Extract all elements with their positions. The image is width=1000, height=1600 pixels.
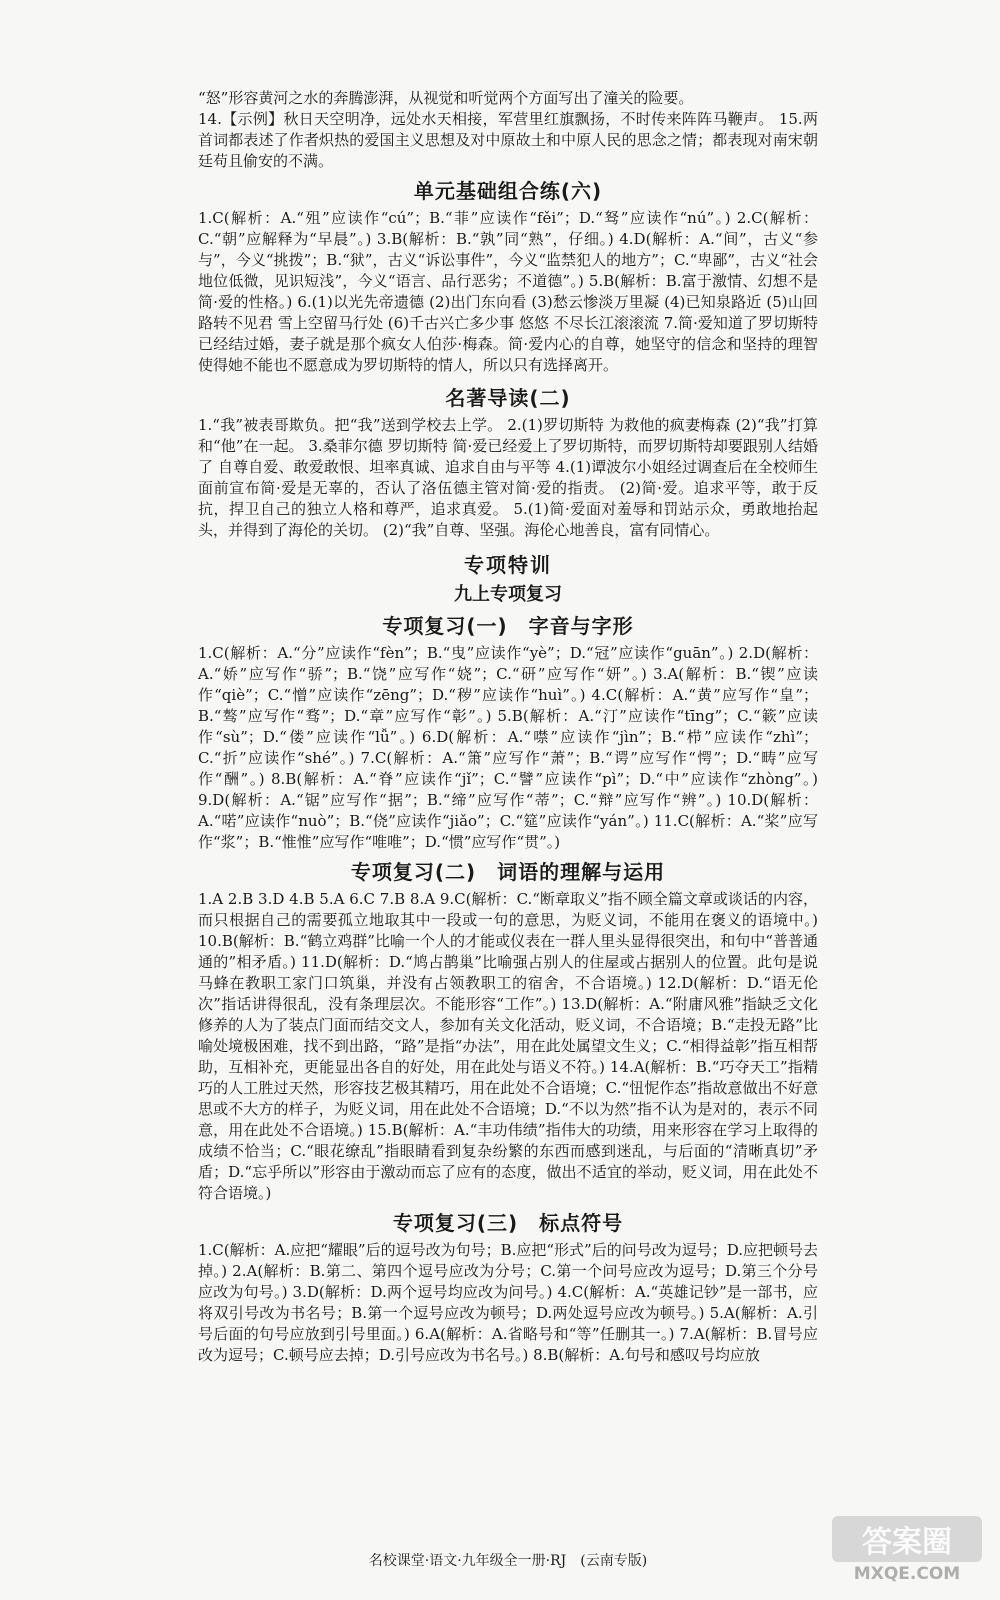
unit6-title: 单元基础组合练(六) bbox=[413, 179, 603, 203]
review2-answers: 1.A 2.B 3.D 4.B 5.A 6.C 7.B 8.A 9.C(解析：C.“断章取义”指不顾全篇文章或谈话的内容，而只根据自己的需要孤立地取其中一段或一句的意思，为贬义词，不能用在褒义的语境中。) 10.B(解析：B.“鹤立鸡群”比喻一个人的才能或仪表在一群人里头显得很突出，和句中“普普通通的”相矛盾。) 11.D(解析：D.“鸠占鹊巢”比喻强占别人的住屋或占据别人的位置。此句是说马蜂在教职工家门口筑巢，并没有占领教职工的宿舍，不合语境。) 12.D(解析：D.“语无伦次”指话讲得很乱，没有条理层次。不能形容“工作”。) 13.D(解析：A.“附庸风雅”指缺乏文化修养的人为了装点门面而结交文人，参加有关文化活动，贬义词，不合语境；B.“走投无路”比喻处境极困难，找不到出路，“路”是指“办法”，用在此处属望文生义；C.“相得益彰”指互相帮助，互相补充，更能显出各自的好处，用在此处与语义不符。) 14.A(解析：B.“巧夺天工”指精巧的人工胜过天然，形容技艺极其精巧，用在此处不合语境；C.“忸怩作态”指故意做出不好意思或不大方的样子，为贬义词，用在此处不合语境；D.“不以为然”指不认为是对的，表示不同意，用在此处不合语境。) 15.B(解析：A.“丰功伟绩”指伟大的功绩，用来形容在学习上取得的成绩不恰当；C.“眼花缭乱”指眼睛看到复杂纷繁的东西而感到迷乱，与后面的“清晰真切”矛盾；D.“忘乎所以”形容由于激动而忘了应有的态度，做出不适宜的举动，贬义词，用在此处不符合语境。) bbox=[198, 890, 818, 1202]
special-subtitle: 九上专项复习 bbox=[454, 584, 562, 605]
review1-answers: 1.C(解析：A.“分”应读作“fèn”；B.“曳”应读作“yè”；D.“冠”应读作“guān”。) 2.D(解析：A.“娇”应写作“骄”；B.“饶”应写作“娆”；C.“研”应写作“妍”。) 3.A(解析：B.“锲”应读作“qiè”；C.“憎”应读作“zēng”；D.“秽”应读作“huì”。) 4.C(解析：A.“黄”应写作“皇”；B.“骜”应写作“骛”；D.“章”应写作“彰”。) 5.B(解析：A.“汀”应读作“tīng”；C.“簌”应读作“sù”；D.“偻”应读作“lǚ”。) 6.D(解析：A.“噤”应读作“jìn”；B.“栉”应读作“zhì”；C.“折”应读作“shé”。) 7.C(解析：A.“箫”应写作“萧”；B.“谔”应写作“愕”；D.“畴”应写作“酬”。) 8.B(解析：A.“脊”应读作“jǐ”；C.“譬”应读作“pì”；D.“中”应读作“zhòng”。) 9.D(解析：A.“锯”应写作“据”；B.“缔”应写作“蒂”；C.“辩”应写作“辨”。) 10.D(解析：A.“喏”应读作“nuò”；B.“侥”应读作“jiǎo”；C.“筵”应读作“yán”。) 11.C(解析：A.“桨”应写作“浆”；B.“惟惟”应写作“唯唯”；D.“惯”应写作“贯”。) bbox=[198, 644, 818, 851]
answer-page bbox=[198, 88, 818, 1366]
reading2-answers: 1.“我”被表哥欺负。把“我”送到学校去上学。 2.(1)罗切斯特 为救他的疯妻梅森 (2)“我”打算和“他”在一起。 3.桑菲尔德 罗切斯特 简·爱已经爱上了罗切斯特，而罗切斯特却要跟别人结婚了 自尊自爱、敢爱敢恨、坦率真诚、追求自由与平等 4.(1)谭波尔小姐经过调查后在全校师生面前宣布简·爱是无辜的，否认了洛伍德主管对简·爱的指责。 (2)简·爱。追求平等，敢于反抗，捍卫自己的独立人格和尊严，追求真爱。 5.(1)简·爱面对羞辱和罚站示众，勇敢地抬起头，并得到了海伦的关切。 (2)“我”自尊、坚强。海伦心地善良，富有同情心。 bbox=[198, 416, 818, 539]
review2-title: 专项复习(二) 词语的理解与运用 bbox=[350, 860, 666, 884]
review3-title: 专项复习(三) 标点符号 bbox=[392, 1211, 624, 1235]
reading2-title: 名著导读(二) bbox=[445, 386, 571, 410]
unit6-answers: 1.C(解析：A.“殂”应读作“cú”；B.“菲”应读作“fěi”；D.“驽”应读作“nú”。) 2.C(解析：C.“朝”应解释为“早晨”。) 3.B(解析：B.“孰”同“熟”，仔细。) 4.D(解析：A.“间”，古义“参与”，今义“挑拨”；B.“狱”，古义“诉讼事件”，今义“监禁犯人的地方”；C.“卑鄙”，古义“社会地位低微，见识短浅”，今义“语言、品行恶劣；不道德”。) 5.B(解析：B.富于激情、幻想不是简·爱的性格。) 6.(1)以光先帝遗德 (2)出门东向看 (3)愁云惨淡万里凝 (4)已知泉路近 (5)山回路转不见君 雪上空留马行处 (6)千古兴亡多少事 悠悠 不尽长江滚滚流 7.简·爱知道了罗切斯特已经结过婚，妻子就是那个疯女人伯莎·梅森。简·爱内心的自尊，她坚守的信念和坚持的理智使得她不能也不愿意成为罗切斯特的情人，所以只有选择离开。 bbox=[198, 209, 818, 374]
special-title: 专项特训 bbox=[464, 553, 552, 577]
review3-answers: 1.C(解析：A.应把“耀眼”后的逗号改为句号；B.应把“形式”后的问号改为逗号；D.应把顿号去掉。) 2.A(解析：B.第二、第四个逗号应改为分号；C.第一个问号应改为逗号；D.第三个分号应改为句号。) 3.D(解析：D.两个逗号均应改为问号。) 4.C(解析：A.“英雄记钞”是一部书，应将双引号改为书名号；B.第一个逗号应改为顿号；D.两处逗号应改为顿号。) 5.A(解析：A.引号后面的句号应放到引号里面。) 6.A(解析：A.省略号和“等”任删其一。) 7.A(解析：B.冒号应改为逗号；C.顿号应去掉；D.引号应改为书名号。) 8.B(解析：A.句号和感叹号均应放 bbox=[198, 1241, 818, 1364]
watermark bbox=[832, 1516, 982, 1588]
watermark-logo: 答案圈 bbox=[832, 1516, 982, 1562]
intro-paragraph-2: 14.【示例】秋日天空明净，远处水天相接，军营里红旗飘扬，不时传来阵阵马鞭声。 15.两首词都表述了作者炽热的爱国主义思想及对中原故土和中原人民的思念之情；都表现对南宋朝廷苟且偷安的不满。 bbox=[198, 110, 818, 170]
page-footer: 名校课堂·语文·九年级全一册·RJ (云南专版) bbox=[368, 1553, 648, 1569]
watermark-url: MXQE.COM bbox=[853, 1564, 961, 1584]
intro-paragraph-1: “怒”形容黄河之水的奔腾澎湃，从视觉和听觉两个方面写出了潼关的险要。 bbox=[198, 89, 694, 107]
review1-title: 专项复习(一) 字音与字形 bbox=[382, 614, 634, 638]
